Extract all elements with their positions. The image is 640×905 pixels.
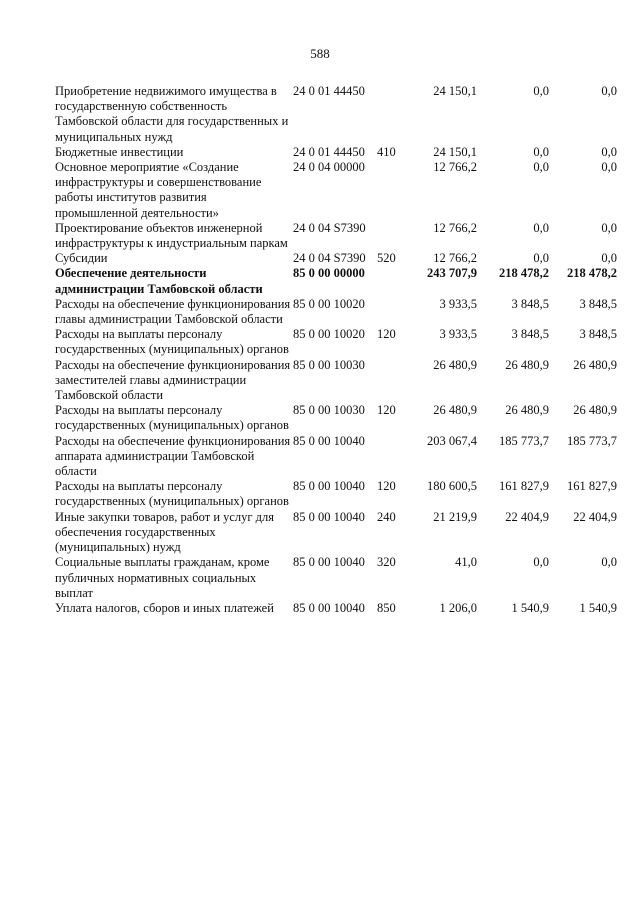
row-value-1: 24 150,1	[433, 84, 477, 98]
row-value-2: 218 478,2	[499, 266, 549, 281]
row-value-1: 3 933,5	[439, 327, 477, 342]
table-row	[55, 358, 617, 404]
row-expense-type	[377, 297, 401, 327]
row-value-2: 26 480,9	[505, 403, 549, 418]
row-name: Иные закупки товаров, работ и услуг для обеспечения государственных (муниципальных) нужд	[55, 509, 275, 555]
row-name: Приобретение недвижимого имущества в государственную собственность Тамбовской области для государственных и муниципальных нужд	[55, 84, 289, 144]
row-value-3: 0,0	[601, 144, 617, 159]
row-value-3: 0,0	[601, 220, 617, 235]
row-value-2: 161 827,9	[499, 479, 549, 494]
row-value-2: 0,0	[533, 251, 549, 266]
row-expense-type	[377, 160, 401, 221]
table-row	[55, 479, 617, 509]
row-value-2: 22 404,9	[505, 509, 549, 524]
row-value-2: 0,0	[533, 84, 549, 98]
row-value-3: 0,0	[601, 160, 617, 175]
table-row	[55, 403, 617, 433]
row-expense-type: 520	[377, 251, 396, 266]
row-value-2: 3 848,5	[511, 296, 549, 311]
row-value-1: 203 067,4	[427, 433, 477, 448]
row-name: Расходы на обеспечение функционирования заместителей главы администрации Тамбовской области	[55, 357, 291, 403]
table-row	[55, 84, 617, 145]
page-number: 588	[310, 46, 330, 61]
row-value-2: 185 773,7	[499, 433, 549, 448]
row-expense-type: 120	[377, 403, 396, 418]
row-value-2: 0,0	[533, 220, 549, 235]
row-expense-type	[377, 266, 401, 296]
table-row	[55, 160, 617, 221]
row-name: Уплата налогов, сборов и иных платежей	[55, 600, 274, 615]
row-target-code: 24 0 01 44450	[293, 144, 365, 159]
row-target-code: 85 0 00 10040	[293, 600, 365, 615]
table-body	[55, 84, 617, 616]
row-value-1: 26 480,9	[433, 403, 477, 418]
row-value-2: 0,0	[533, 160, 549, 175]
row-target-code: 24 0 04 00000	[293, 160, 365, 175]
table-row	[55, 601, 617, 616]
row-target-code: 85 0 00 10030	[293, 357, 365, 372]
row-value-1: 24 150,1	[433, 144, 477, 159]
row-value-3: 1 540,9	[579, 600, 617, 615]
row-target-code: 24 0 01 44450	[293, 84, 365, 98]
row-value-2: 0,0	[533, 144, 549, 159]
row-value-3: 185 773,7	[567, 433, 617, 448]
table-row	[55, 327, 617, 357]
row-value-3: 0,0	[601, 251, 617, 266]
table-row	[55, 297, 617, 327]
row-expense-type: 120	[377, 327, 396, 342]
row-target-code: 24 0 04 S7390	[293, 220, 366, 235]
row-value-1: 180 600,5	[427, 479, 477, 494]
row-target-code: 85 0 00 00000	[293, 266, 365, 281]
row-name: Расходы на обеспечение функционирования главы администрации Тамбовской области	[55, 296, 291, 327]
row-expense-type: 410	[377, 144, 396, 159]
row-value-3: 26 480,9	[573, 403, 617, 418]
row-expense-type: 850	[377, 600, 396, 615]
row-expense-type	[377, 434, 401, 480]
row-value-2: 26 480,9	[505, 357, 549, 372]
row-value-1: 3 933,5	[439, 296, 477, 311]
row-target-code: 85 0 00 10020	[293, 296, 365, 311]
row-value-2: 0,0	[533, 555, 549, 570]
row-name: Бюджетные инвестиции	[55, 144, 184, 159]
row-value-3: 0,0	[601, 555, 617, 570]
row-value-2: 3 848,5	[511, 327, 549, 342]
table-row	[55, 266, 617, 296]
row-expense-type	[377, 84, 401, 145]
row-target-code: 85 0 00 10040	[293, 555, 365, 570]
row-name: Проектирование объектов инженерной инфраструктуры к индустриальным паркам	[55, 220, 288, 251]
row-value-1: 1 206,0	[439, 600, 477, 615]
table-row	[55, 221, 617, 251]
row-value-1: 21 219,9	[433, 509, 477, 524]
table-row	[55, 434, 617, 480]
row-value-1: 12 766,2	[433, 220, 477, 235]
row-target-code: 24 0 04 S7390	[293, 251, 366, 266]
row-value-1: 41,0	[455, 555, 477, 570]
row-name: Расходы на выплаты персоналу государственных (муниципальных) органов	[55, 479, 289, 509]
row-value-2: 1 540,9	[511, 600, 549, 615]
row-name: Социальные выплаты гражданам, кроме публичных нормативных социальных выплат	[55, 555, 270, 600]
row-value-3: 3 848,5	[579, 327, 617, 342]
row-target-code: 85 0 00 10030	[293, 403, 365, 418]
table-row	[55, 510, 617, 556]
row-target-code: 85 0 00 10020	[293, 327, 365, 342]
row-value-3: 0,0	[601, 84, 617, 98]
table-row	[55, 555, 617, 601]
row-value-1: 12 766,2	[433, 160, 477, 175]
row-target-code: 85 0 00 10040	[293, 509, 365, 524]
row-target-code: 85 0 00 10040	[293, 433, 365, 448]
row-expense-type	[377, 358, 401, 404]
row-expense-type: 240	[377, 509, 396, 524]
row-name: Обеспечение деятельности администрации Тамбовской области	[55, 266, 263, 296]
row-name: Расходы на выплаты персоналу государственных (муниципальных) органов	[55, 403, 289, 433]
row-name: Субсидии	[55, 251, 108, 266]
row-expense-type	[377, 221, 401, 251]
table-row	[55, 145, 617, 160]
row-target-code: 85 0 00 10040	[293, 479, 365, 494]
row-name: Расходы на обеспечение функционирования аппарата администрации Тамбовской области	[55, 433, 291, 479]
row-value-3: 218 478,2	[567, 266, 617, 281]
row-value-3: 161 827,9	[567, 479, 617, 494]
row-value-3: 26 480,9	[573, 357, 617, 372]
row-name: Основное мероприятие «Создание инфраструктуры и совершенствование работы институтов развития промышленной деятельности»	[55, 160, 262, 220]
table-row	[55, 251, 617, 266]
row-value-3: 3 848,5	[579, 296, 617, 311]
row-expense-type: 120	[377, 479, 396, 494]
row-value-3: 22 404,9	[573, 509, 617, 524]
row-value-1: 26 480,9	[433, 357, 477, 372]
row-name: Расходы на выплаты персоналу государственных (муниципальных) органов	[55, 327, 289, 357]
row-expense-type: 320	[377, 555, 396, 570]
row-value-1: 12 766,2	[433, 251, 477, 266]
budget-table	[55, 84, 617, 616]
row-value-1: 243 707,9	[427, 266, 477, 281]
